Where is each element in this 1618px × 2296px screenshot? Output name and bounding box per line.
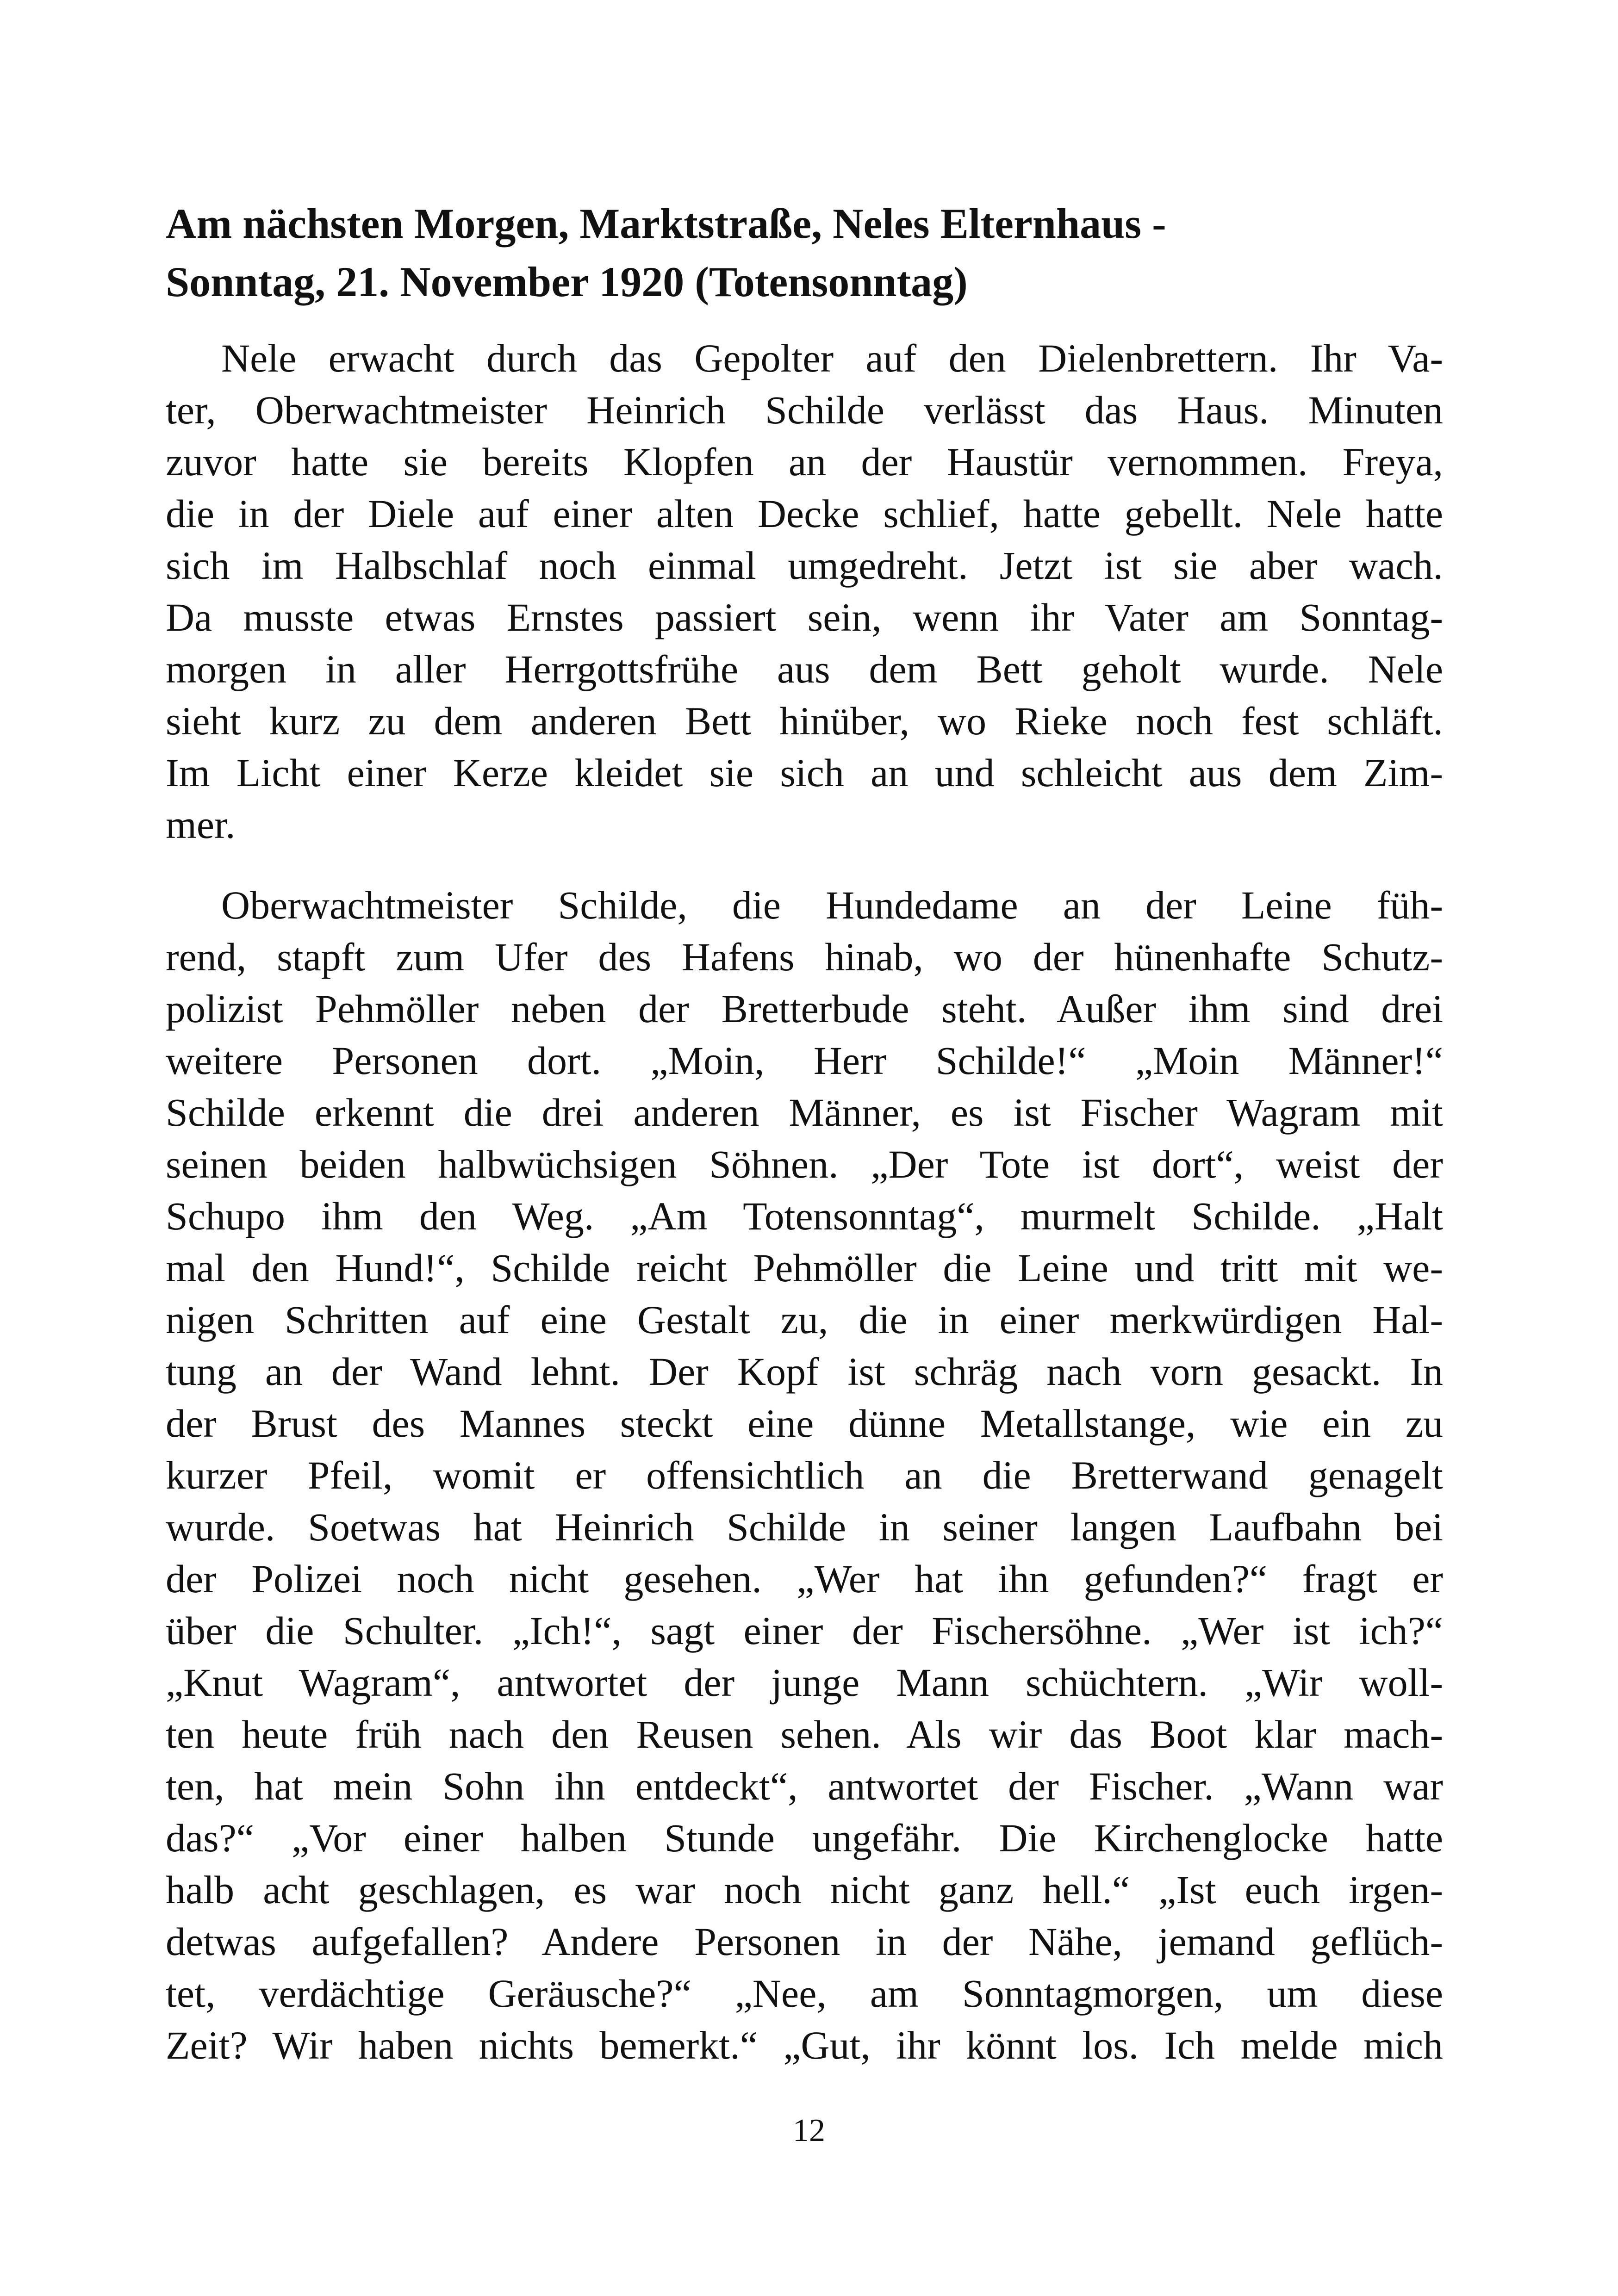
text-line: Zeit? Wir haben nichts bemerkt.“ „Gut, ihr könnt los. Ich melde mich xyxy=(166,2023,1443,2067)
text-line: sieht kurz zu dem anderen Bett hinüber, wo Rieke noch fest schläft. xyxy=(166,699,1443,743)
text-line: halb acht geschlagen, es war noch nicht ganz hell.“ „Ist euch irgen- xyxy=(166,1868,1443,1912)
text-line: detwas aufgefallen? Andere Personen in der Nähe, jemand geflüch- xyxy=(166,1919,1443,1964)
text-line: Schupo ihm den Weg. „Am Totensonntag“, murmelt Schilde. „Halt xyxy=(166,1194,1443,1238)
text-line: mal den Hund!“, Schilde reicht Pehmöller die Leine und tritt mit we- xyxy=(166,1246,1443,1290)
chapter-heading xyxy=(166,194,1443,311)
text-line: Oberwachtmeister Schilde, die Hundedame an der Leine füh- xyxy=(221,883,1443,927)
text-line: morgen in aller Herrgottsfrühe aus dem Bett geholt wurde. Nele xyxy=(166,647,1443,691)
text-line: wurde. Soetwas hat Heinrich Schilde in seiner langen Laufbahn bei xyxy=(166,1505,1443,1549)
text-line: der Brust des Mannes steckt eine dünne Metallstange, wie ein zu xyxy=(166,1401,1443,1446)
text-line: ter, Oberwachtmeister Heinrich Schilde verlässt das Haus. Minuten xyxy=(166,388,1443,432)
text-line: das?“ „Vor einer halben Stunde ungefähr. Die Kirchenglocke hatte xyxy=(166,1816,1443,1860)
text-line: seinen beiden halbwüchsigen Söhnen. „Der Tote ist dort“, weist der xyxy=(166,1142,1443,1186)
text-line: „Knut Wagram“, antwortet der junge Mann schüchtern. „Wir woll- xyxy=(166,1660,1443,1705)
text-line: Nele erwacht durch das Gepolter auf den Dielenbrettern. Ihr Va- xyxy=(221,336,1443,380)
text-line: weitere Personen dort. „Moin, Herr Schilde!“ „Moin Männer!“ xyxy=(166,1038,1443,1083)
text-line: über die Schulter. „Ich!“, sagt einer der Fischersöhne. „Wer ist ich?“ xyxy=(166,1608,1443,1653)
text-line: tet, verdächtige Geräusche?“ „Nee, am Sonntagmorgen, um diese xyxy=(166,1971,1443,2016)
text-line: zuvor hatte sie bereits Klopfen an der Haustür vernommen. Freya, xyxy=(166,440,1443,484)
text-line: die in der Diele auf einer alten Decke schlief, hatte gebellt. Nele hatte xyxy=(166,491,1443,536)
text-line: nigen Schritten auf eine Gestalt zu, die in einer merkwürdigen Hal- xyxy=(166,1297,1443,1342)
paragraph-1 xyxy=(166,332,1443,850)
text-line: Da musste etwas Ernstes passiert sein, wenn ihr Vater am Sonntag- xyxy=(166,595,1443,639)
text-line: Im Licht einer Kerze kleidet sie sich an und schleicht aus dem Zim- xyxy=(166,751,1443,795)
text-line: Schilde erkennt die drei anderen Männer, es ist Fischer Wagram mit xyxy=(166,1090,1443,1135)
page-number: 12 xyxy=(793,2113,825,2148)
text-line: tung an der Wand lehnt. Der Kopf ist schräg nach vorn gesackt. In xyxy=(166,1349,1443,1394)
text-line: ten, hat mein Sohn ihn entdeckt“, antwortet der Fischer. „Wann war xyxy=(166,1764,1443,1808)
paragraph-2 xyxy=(166,879,1443,2071)
text-line: mer. xyxy=(166,802,236,847)
heading-line: Sonntag, 21. November 1920 (Totensonntag) xyxy=(166,258,968,305)
heading-line: Am nächsten Morgen, Marktstraße, Neles Elternhaus - xyxy=(166,200,1166,247)
text-line: kurzer Pfeil, womit er offensichtlich an die Bretterwand genagelt xyxy=(166,1453,1443,1497)
text-line: polizist Pehmöller neben der Bretterbude steht. Außer ihm sind drei xyxy=(166,987,1443,1031)
text-line: der Polizei noch nicht gesehen. „Wer hat ihn gefunden?“ fragt er xyxy=(166,1557,1443,1601)
text-line: sich im Halbschlaf noch einmal umgedreht. Jetzt ist sie aber wach. xyxy=(166,543,1443,588)
text-line: rend, stapft zum Ufer des Hafens hinab, wo der hünenhafte Schutz- xyxy=(166,935,1443,979)
text-line: ten heute früh nach den Reusen sehen. Als wir das Boot klar mach- xyxy=(166,1712,1443,1756)
